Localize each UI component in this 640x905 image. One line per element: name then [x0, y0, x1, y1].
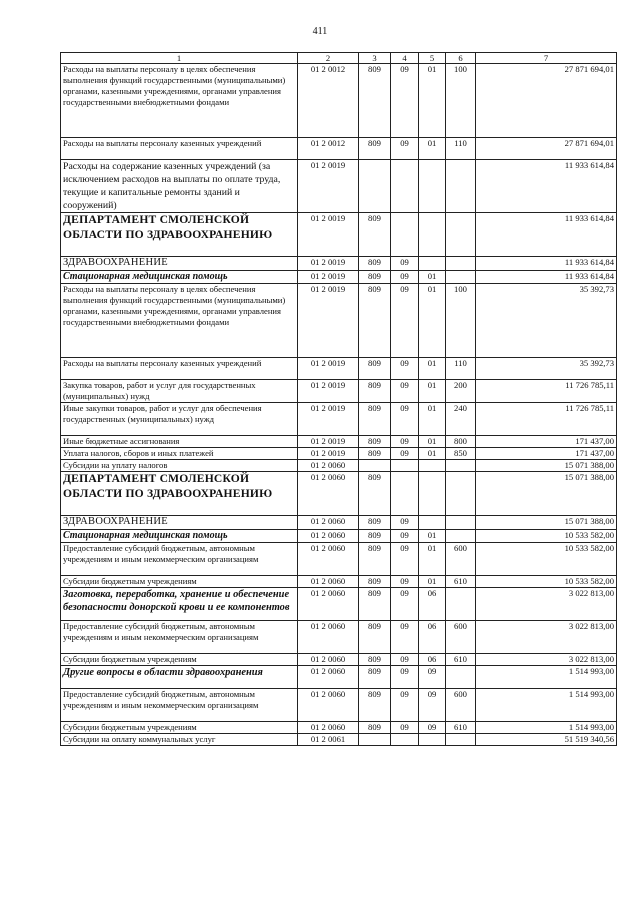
- target-article-code: 01 2 0019: [298, 160, 359, 213]
- expense-type-code: [446, 160, 476, 213]
- subsection-code: [419, 516, 446, 530]
- expense-type-code: [446, 472, 476, 516]
- table-row: [61, 213, 617, 257]
- amount: 27 871 694,01: [476, 138, 617, 160]
- header-col-4: 4: [391, 53, 419, 64]
- target-article-code: 01 2 0019: [298, 403, 359, 436]
- row-name: Закупка товаров, работ и услуг для государственных (муниципальных) нужд: [61, 380, 298, 403]
- row-name: Предоставление субсидий бюджетным, автономным учреждениям и иным некоммерческим организациям: [61, 543, 298, 576]
- table-row: [61, 160, 617, 213]
- amount: 27 871 694,01: [476, 64, 617, 138]
- section-code: 09: [391, 403, 419, 436]
- expense-type-code: [446, 666, 476, 689]
- header-col-2: 2: [298, 53, 359, 64]
- section-code: 09: [391, 138, 419, 160]
- amount: 11 933 614,84: [476, 257, 617, 271]
- row-name: Расходы на содержание казенных учреждений (за исключением расходов на выплаты по оплате труда, текущие и капитальные ремонты зданий и сооружений): [61, 160, 298, 213]
- grbs-code: 809: [359, 516, 391, 530]
- grbs-code: 809: [359, 472, 391, 516]
- grbs-code: 809: [359, 689, 391, 722]
- amount: 10 533 582,00: [476, 543, 617, 576]
- expense-type-code: [446, 460, 476, 472]
- section-code: 09: [391, 722, 419, 734]
- subsection-code: 01: [419, 530, 446, 543]
- table-row: [61, 460, 617, 472]
- row-name: Субсидии бюджетным учреждениям: [61, 654, 298, 666]
- row-name: Заготовка, переработка, хранение и обеспечение безопасности донорской крови и ее компонентов: [61, 588, 298, 621]
- expense-type-code: 600: [446, 621, 476, 654]
- table-row: [61, 543, 617, 576]
- grbs-code: 809: [359, 588, 391, 621]
- target-article-code: 01 2 0019: [298, 271, 359, 284]
- row-name: Предоставление субсидий бюджетным, автономным учреждениям и иным некоммерческим организациям: [61, 689, 298, 722]
- amount: 35 392,73: [476, 358, 617, 380]
- section-code: 09: [391, 448, 419, 460]
- expense-type-code: [446, 588, 476, 621]
- row-name: Субсидии бюджетным учреждениям: [61, 722, 298, 734]
- header-row: [61, 53, 617, 64]
- target-article-code: 01 2 0060: [298, 516, 359, 530]
- row-name: ЗДРАВООХРАНЕНИЕ: [61, 257, 298, 271]
- target-article-code: 01 2 0060: [298, 689, 359, 722]
- expense-type-code: [446, 213, 476, 257]
- header-col-5: 5: [419, 53, 446, 64]
- amount: 171 437,00: [476, 448, 617, 460]
- expense-type-code: 610: [446, 654, 476, 666]
- amount: 1 514 993,00: [476, 666, 617, 689]
- table-row: [61, 257, 617, 271]
- section-code: 09: [391, 621, 419, 654]
- subsection-code: [419, 257, 446, 271]
- row-name: Стационарная медицинская помощь: [61, 530, 298, 543]
- subsection-code: 01: [419, 271, 446, 284]
- target-article-code: 01 2 0060: [298, 576, 359, 588]
- target-article-code: 01 2 0019: [298, 436, 359, 448]
- table-row: [61, 448, 617, 460]
- grbs-code: [359, 734, 391, 746]
- grbs-code: 809: [359, 722, 391, 734]
- budget-table: [60, 52, 617, 746]
- row-name: Субсидии бюджетным учреждениям: [61, 576, 298, 588]
- grbs-code: 809: [359, 436, 391, 448]
- target-article-code: 01 2 0060: [298, 654, 359, 666]
- grbs-code: 809: [359, 213, 391, 257]
- section-code: [391, 460, 419, 472]
- table-row: [61, 138, 617, 160]
- amount: 15 071 388,00: [476, 472, 617, 516]
- target-article-code: 01 2 0060: [298, 543, 359, 576]
- subsection-code: [419, 460, 446, 472]
- table-row: [61, 530, 617, 543]
- amount: 1 514 993,00: [476, 722, 617, 734]
- section-code: [391, 213, 419, 257]
- section-code: 09: [391, 588, 419, 621]
- subsection-code: 01: [419, 403, 446, 436]
- expense-type-code: 600: [446, 543, 476, 576]
- target-article-code: 01 2 0060: [298, 621, 359, 654]
- section-code: [391, 734, 419, 746]
- expense-type-code: 610: [446, 722, 476, 734]
- amount: 3 022 813,00: [476, 621, 617, 654]
- row-name: Субсидии на оплату коммунальных услуг: [61, 734, 298, 746]
- expense-type-code: 800: [446, 436, 476, 448]
- amount: 15 071 388,00: [476, 460, 617, 472]
- target-article-code: 01 2 0019: [298, 213, 359, 257]
- subsection-code: 01: [419, 576, 446, 588]
- grbs-code: 809: [359, 530, 391, 543]
- expense-type-code: [446, 271, 476, 284]
- amount: 11 933 614,84: [476, 271, 617, 284]
- table-row: [61, 284, 617, 358]
- grbs-code: 809: [359, 358, 391, 380]
- table-row: [61, 271, 617, 284]
- target-article-code: 01 2 0012: [298, 138, 359, 160]
- amount: 11 933 614,84: [476, 213, 617, 257]
- expense-type-code: [446, 257, 476, 271]
- section-code: [391, 472, 419, 516]
- amount: 3 022 813,00: [476, 654, 617, 666]
- table-row: [61, 689, 617, 722]
- grbs-code: 809: [359, 380, 391, 403]
- section-code: [391, 160, 419, 213]
- grbs-code: 809: [359, 666, 391, 689]
- expense-type-code: [446, 516, 476, 530]
- target-article-code: 01 2 0060: [298, 460, 359, 472]
- amount: 10 533 582,00: [476, 530, 617, 543]
- subsection-code: [419, 160, 446, 213]
- expense-type-code: [446, 734, 476, 746]
- target-article-code: 01 2 0060: [298, 666, 359, 689]
- target-article-code: 01 2 0060: [298, 472, 359, 516]
- subsection-code: 01: [419, 448, 446, 460]
- row-name: Стационарная медицинская помощь: [61, 271, 298, 284]
- grbs-code: [359, 160, 391, 213]
- row-name: Уплата налогов, сборов и иных платежей: [61, 448, 298, 460]
- row-name: Иные закупки товаров, работ и услуг для обеспечения государственных (муниципальных) нужд: [61, 403, 298, 436]
- page-number: 411: [312, 26, 328, 37]
- section-code: 09: [391, 436, 419, 448]
- row-name: ДЕПАРТАМЕНТ СМОЛЕНСКОЙ ОБЛАСТИ ПО ЗДРАВООХРАНЕНИЮ: [61, 213, 298, 257]
- grbs-code: 809: [359, 257, 391, 271]
- row-name: Расходы на выплаты персоналу казенных учреждений: [61, 358, 298, 380]
- subsection-code: 06: [419, 654, 446, 666]
- amount: 11 726 785,11: [476, 403, 617, 436]
- grbs-code: 809: [359, 271, 391, 284]
- grbs-code: 809: [359, 654, 391, 666]
- row-name: Иные бюджетные ассигнования: [61, 436, 298, 448]
- table-row: [61, 576, 617, 588]
- section-code: 09: [391, 576, 419, 588]
- amount: 171 437,00: [476, 436, 617, 448]
- amount: 51 519 340,56: [476, 734, 617, 746]
- target-article-code: 01 2 0061: [298, 734, 359, 746]
- amount: 11 726 785,11: [476, 380, 617, 403]
- table-row: [61, 734, 617, 746]
- row-name: Предоставление субсидий бюджетным, автономным учреждениям и иным некоммерческим организациям: [61, 621, 298, 654]
- expense-type-code: 100: [446, 64, 476, 138]
- subsection-code: 06: [419, 588, 446, 621]
- expense-type-code: 850: [446, 448, 476, 460]
- table-row: [61, 358, 617, 380]
- target-article-code: 01 2 0019: [298, 257, 359, 271]
- section-code: 09: [391, 380, 419, 403]
- expense-type-code: 610: [446, 576, 476, 588]
- table-row: [61, 380, 617, 403]
- amount: 35 392,73: [476, 284, 617, 358]
- table-row: [61, 436, 617, 448]
- section-code: 09: [391, 543, 419, 576]
- target-article-code: 01 2 0060: [298, 530, 359, 543]
- table-row: [61, 722, 617, 734]
- subsection-code: [419, 472, 446, 516]
- amount: 11 933 614,84: [476, 160, 617, 213]
- expense-type-code: 110: [446, 358, 476, 380]
- header-col-7: 7: [476, 53, 617, 64]
- target-article-code: 01 2 0060: [298, 588, 359, 621]
- amount: 10 533 582,00: [476, 576, 617, 588]
- grbs-code: [359, 460, 391, 472]
- grbs-code: 809: [359, 403, 391, 436]
- table-row: [61, 588, 617, 621]
- table-row: [61, 64, 617, 138]
- subsection-code: 09: [419, 722, 446, 734]
- header-col-1: 1: [61, 53, 298, 64]
- row-name: Расходы на выплаты персоналу в целях обеспечения выполнения функций государственными (муниципальными) органами, казенными учреждениями, органами управления государственными внебюджетными фондами: [61, 284, 298, 358]
- table-row: [61, 666, 617, 689]
- grbs-code: 809: [359, 448, 391, 460]
- row-name: ЗДРАВООХРАНЕНИЕ: [61, 516, 298, 530]
- target-article-code: 01 2 0019: [298, 284, 359, 358]
- grbs-code: 809: [359, 284, 391, 358]
- amount: 15 071 388,00: [476, 516, 617, 530]
- row-name: Другие вопросы в области здравоохранения: [61, 666, 298, 689]
- subsection-code: [419, 734, 446, 746]
- subsection-code: 01: [419, 284, 446, 358]
- row-name: Расходы на выплаты персоналу казенных учреждений: [61, 138, 298, 160]
- target-article-code: 01 2 0060: [298, 722, 359, 734]
- subsection-code: 06: [419, 621, 446, 654]
- section-code: 09: [391, 666, 419, 689]
- subsection-code: 01: [419, 543, 446, 576]
- expense-type-code: 600: [446, 689, 476, 722]
- subsection-code: 09: [419, 666, 446, 689]
- section-code: 09: [391, 516, 419, 530]
- section-code: 09: [391, 271, 419, 284]
- table-row: [61, 654, 617, 666]
- header-col-6: 6: [446, 53, 476, 64]
- subsection-code: 01: [419, 138, 446, 160]
- subsection-code: 09: [419, 689, 446, 722]
- amount: 3 022 813,00: [476, 588, 617, 621]
- row-name: Расходы на выплаты персоналу в целях обеспечения выполнения функций государственными (муниципальными) органами, казенными учреждениями, органами управления государственными внебюджетными фондами: [61, 64, 298, 138]
- subsection-code: 01: [419, 64, 446, 138]
- section-code: 09: [391, 64, 419, 138]
- table-body: [61, 64, 617, 746]
- grbs-code: 809: [359, 543, 391, 576]
- grbs-code: 809: [359, 621, 391, 654]
- expense-type-code: 110: [446, 138, 476, 160]
- section-code: 09: [391, 689, 419, 722]
- expense-type-code: 100: [446, 284, 476, 358]
- subsection-code: [419, 213, 446, 257]
- target-article-code: 01 2 0019: [298, 358, 359, 380]
- table-row: [61, 621, 617, 654]
- grbs-code: 809: [359, 64, 391, 138]
- subsection-code: 01: [419, 436, 446, 448]
- amount: 1 514 993,00: [476, 689, 617, 722]
- section-code: 09: [391, 358, 419, 380]
- row-name: ДЕПАРТАМЕНТ СМОЛЕНСКОЙ ОБЛАСТИ ПО ЗДРАВООХРАНЕНИЮ: [61, 472, 298, 516]
- expense-type-code: 240: [446, 403, 476, 436]
- table-row: [61, 472, 617, 516]
- row-name: Субсидии на уплату налогов: [61, 460, 298, 472]
- subsection-code: 01: [419, 380, 446, 403]
- target-article-code: 01 2 0019: [298, 380, 359, 403]
- section-code: 09: [391, 257, 419, 271]
- grbs-code: 809: [359, 576, 391, 588]
- header-col-3: 3: [359, 53, 391, 64]
- section-code: 09: [391, 284, 419, 358]
- expense-type-code: [446, 530, 476, 543]
- target-article-code: 01 2 0019: [298, 448, 359, 460]
- subsection-code: 01: [419, 358, 446, 380]
- grbs-code: 809: [359, 138, 391, 160]
- table-row: [61, 516, 617, 530]
- expense-type-code: 200: [446, 380, 476, 403]
- target-article-code: 01 2 0012: [298, 64, 359, 138]
- table-row: [61, 403, 617, 436]
- section-code: 09: [391, 654, 419, 666]
- section-code: 09: [391, 530, 419, 543]
